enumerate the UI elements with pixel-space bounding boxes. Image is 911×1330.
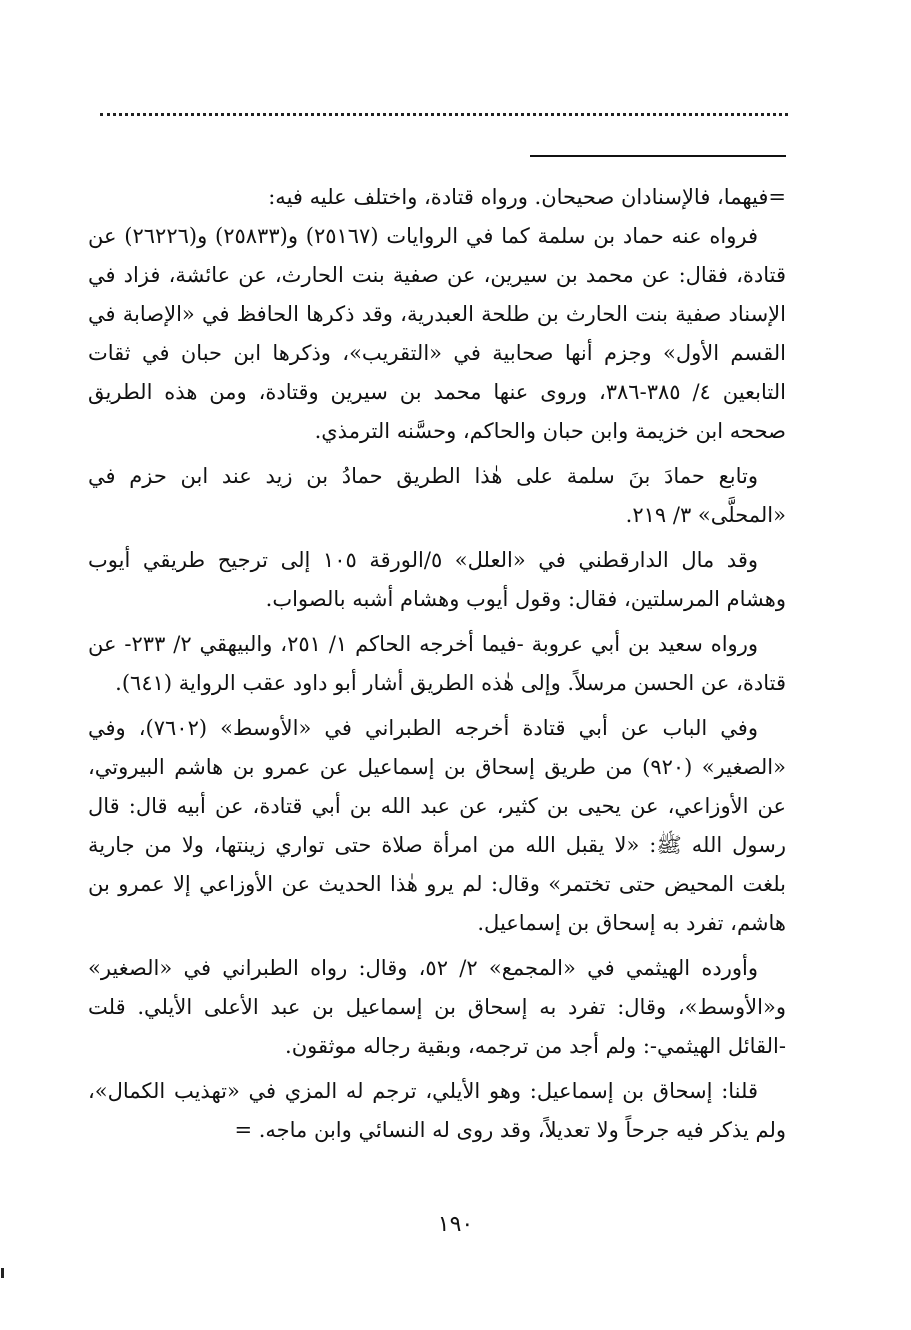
- footnote-paragraph: قلنا: إسحاق بن إسماعيل: وهو الأيلي، ترجم له المزي في «تهذيب الكمال»، ولم يذكر فيه جرحاً ولا تعديلاً، وقد روى له النسائي وابن ماجه. =: [88, 1079, 786, 1142]
- page-number: ١٩٠: [437, 1212, 474, 1237]
- header-dotted-rule: [100, 113, 788, 116]
- footnote-paragraph: وقد مال الدارقطني في «العلل» ٥/الورقة ١٠٥ إلى ترجيح طريقي أيوب وهشام المرسلتين، فقال: وقول أيوب وهشام أشبه بالصواب.: [88, 548, 786, 611]
- footnote-paragraph-continuation: =فيهما، فالإسنادان صحيحان. ورواه قتادة، واختلف عليه فيه:: [268, 185, 786, 209]
- footnote-paragraph: وأورده الهيثمي في «المجمع» ٢/ ٥٢، وقال: رواه الطبراني في «الصغير» و«الأوسط»، وقال: تفرد به إسحاق بن إسماعيل بن عبد الأعلى الأيلي. قلت -القائل الهيثمي-: ولم أجد من ترجمه، وبقية رجاله موثقون.: [88, 956, 786, 1058]
- footnote-paragraph: ورواه سعيد بن أبي عروبة -فيما أخرجه الحاكم ١/ ٢٥١، والبيهقي ٢/ ٢٣٣- عن قتادة، عن الحسن مرسلاً. وإلى هٰذه الطريق أشار أبو داود عقب الرواية (٦٤١).: [88, 632, 786, 695]
- footnote-paragraph: وتابع حمادَ بنَ سلمة على هٰذا الطريق حمادُ بن زيد عند ابن حزم في «المحلَّى» ٣/ ٢١٩.: [88, 464, 786, 527]
- margin-mark: [1, 1268, 4, 1278]
- footnote-body: [88, 178, 786, 1150]
- footnote-paragraph: فرواه عنه حماد بن سلمة كما في الروايات (٢٥١٦٧) و(٢٥٨٣٣) و(٢٦٢٢٦) عن قتادة، فقال: عن محمد بن سيرين، عن صفية بنت الحارث، عن عائشة، فزاد في الإسناد صفية بنت الحارث بن طلحة العبدرية، وقد ذكرها الحافظ في «الإصابة في القسم الأول» وجزم أنها صحابية في «التقريب»، وذكرها ابن حبان في ثقات التابعين ٤/ ٣٨٥-٣٨٦، وروى عنها محمد بن سيرين وقتادة، ومن هذه الطريق صححه ابن خزيمة وابن حبان والحاكم، وحسَّنه الترمذي.: [88, 224, 786, 443]
- footnote-paragraph: وفي الباب عن أبي قتادة أخرجه الطبراني في «الأوسط» (٧٦٠٢)، وفي «الصغير» (٩٢٠) من طريق إسحاق بن إسماعيل عن عمرو بن هاشم البيروتي، عن الأوزاعي، عن يحيى بن كثير، عن عبد الله بن أبي قتادة، عن أبيه قال: قال رسول الله ﷺ: «لا يقبل الله من امرأة صلاة حتى تواري زينتها، ولا من جارية بلغت المحيض حتى تختمر» وقال: لم يرو هٰذا الحديث عن الأوزاعي إلا عمرو بن هاشم، تفرد به إسحاق بن إسماعيل.: [88, 716, 786, 935]
- footnote-separator-rule: [530, 155, 786, 157]
